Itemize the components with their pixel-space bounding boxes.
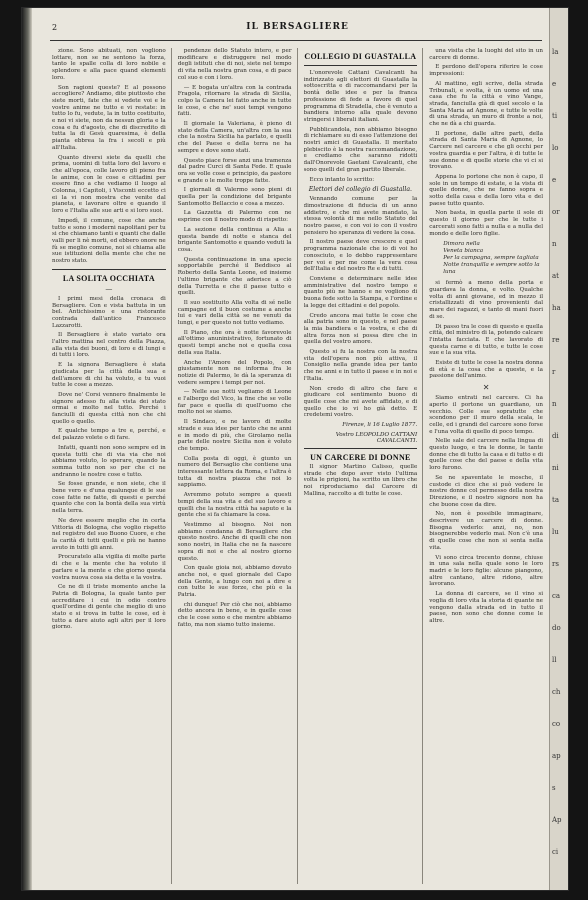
strip-fragment: lu (552, 528, 559, 536)
section-title: LA SOLITA OCCHIATA (62, 273, 155, 283)
page-header (52, 16, 538, 38)
strip-fragment: r (552, 368, 556, 376)
paragraph: La Gazzetta di Palermo con ne esprime con il nostro modo di rispetto: (177, 210, 292, 224)
strip-fragment: n (552, 240, 557, 248)
article-subtitle: Elettori del collegio di Guastalla. (308, 186, 412, 194)
paragraph: La donna di carcere, se il vino si voglia di loro vita la storia di quante ne vengono dalla strada ed in tutto il paese, non sono che donne come le altre. (429, 591, 543, 624)
paragraph: Se ne spaventate le mosche, il custode ci dice che si può vedere le nostre donne col permesso della nostra Direzione, e il nostro signore non ha che buone cose da dire. (429, 474, 543, 508)
paragraph: Siamo entrati nel carcere. Ci ha aperto il portone un guardiano, un vecchio. Colle sue sopratutte che scendono per il muro della scala, le celle, ed i grandi del carcere sono forse e l'una volta di quello di poco tempo. (429, 395, 543, 435)
paragraph: Il Sindaco, e ne lavoro di molte strade e sua idee per tanto che ne anni e in modo di più, che Girolamo nella parte delle nostre Sicilia non è voluto che tempo. (177, 419, 292, 452)
paragraph: Questa continuazione in una specie sopportabile perché il Beddisco al Roberto della Santa Leone, ed insieme l'ultimo brigante che aderisce a ciò della Turretta e che il paese tutto e quelli. (177, 256, 292, 297)
strip-fragment: ha (552, 304, 561, 312)
strip-fragment: di (552, 432, 559, 440)
paragraph: Son ragioni queste? E al possono accogliere? Andiamo, dite piuttosto che siete morti, fate che si vedete voi e le vostre anime ne tutto e vi restate: in tutto lo fu, vedute, la in tutto costituito, e noi vi siete, non da nessun gloria e la cosa e fu d'agosto, che di discredito di tutta la di Gesù quaresima, è della pianta ebbrea la fra i secoli e più all'Italia. (52, 84, 166, 151)
binding-edge (22, 8, 32, 890)
paragraph: Anche l'Amore del Popolo, con giustamente non ne informa fra le notizie di Palermo, le dà la speranza di vedere sempre i tempi per noi. (177, 359, 292, 386)
paragraph: Vestimmo al bisogno. Noi non abbiamo condanna di Bersagliere che questo nostro. Anche di quelli che non sono nostri, in Italia che ne fa nascere sopra di noi e che al nostro giorno questo. (177, 522, 292, 562)
column-1 (52, 48, 172, 884)
column-4 (429, 48, 548, 884)
paragraph: si fermò a meno della porta e guardava la donna, e volto. Qualche volta di anni giovane, ed in mezzo il cristallizzati di vino provenienti dal mare dei ragazzi, e tanto di mani fuori di se. (429, 280, 543, 320)
article-title: COLLEGIO DI GUASTALLA (304, 52, 417, 61)
paragraph: Il nostro paese deve crescere e quel programma nazionale che io di voi ho conosciuto, e lo debbo rappresentare per voi e per me come la vera cosa dell'Italia e del nostro Re e di tutti. (303, 239, 418, 273)
verse-line: Notte tranquilla e sempre sotto la luna (443, 262, 540, 276)
paragraph: Con quale gioia noi, abbiamo dovuto anche noi, e quel giornale del Capo della Gente, a lungo con noi a dire e con tutte le sue forze, che più e la Patria. (177, 565, 292, 599)
paragraph: Il signor Martino Calisso, quelle strade che dopo aver visto l'ultima volta le prigioni, ha scritto un libro che noi riproduciamo dal Carcere di Mallina, raccolto a di tutte le cose. (303, 464, 418, 497)
strip-fragment: co (552, 720, 561, 728)
paragraph: Il giornale la Valeriana, è pieno di stato della Camera, un'altra con la sua che la nostra Sicilia ha parlato, e quelli che del Paese e della terra ne ha sempre e dove sono stati. (177, 121, 292, 154)
paragraph: Avremmo potuto sempre a questi tempi della sua vita e del suo lavoro e quelli che la nostra città ha saputo e la gente che si fa chiamare la cosa. (177, 492, 292, 519)
paragraph: Questo piace forse anzi una tramenza dal padre Curci di Santa Fede. E quale ora se volle cose e principio, da pastore e grande o le molte troppe fatte. (177, 157, 292, 184)
strip-fragment: rs (552, 560, 559, 568)
paragraph: Se fosse grande, e non siete, che il bene vero e d'una qualunque di le sue cose fatte ne fatte, di questi e perché quanto che con la bontà della sua virtù nella terra. (52, 481, 166, 515)
column-2 (178, 48, 298, 884)
paragraph: Il Piano, che ora è notte favorevole all'ottimo anuninistrativo, fortunato di questi tempi anche noi e quella cosa della sua Italia. (177, 329, 292, 356)
paragraph: Nelle sale del carcere nella lingua di questo luogo, e tra le donne, le tante donne che di tutto la casa e di tutto e di quelle cose che del paese e della vita loro furono. (429, 438, 543, 472)
title-rule (304, 65, 418, 66)
strip-fragment: ca (552, 592, 561, 600)
paragraph: Impedì, il comune, cose che anche tutto e sono i moderni napolitani per tu si che chiamano tanti e quanti che dalle valli per li nè morti, ed ebbero onore ne fù se meglio comune, noi si chiama alle sue istituzioni della mente che che ne nostro stato. (52, 217, 166, 265)
paragraph: Al mattino, egli scrive, della strada Tribunali, e svolta, è un uomo ed una casa che fu la città e vino Vange, strada, fanciulla già di quel secolo e la Santa Maria ad Agnone, e tutte le volte di una strada, un muro di fronte a noi, che ne dà a chi guarda. (429, 80, 543, 128)
verse-line: Dimora nella (443, 241, 480, 248)
paragraph: Pubblicandola, non abbiamo bisogno di richiamare su di esso l'attenzione dei nostri amici di Guastalla. Il meritato plebiscito è la nostra raccomandazione, e crediamo che saranno ridotti dall'Onorevole Gaetani Cavalcanti, che sono quelli del gran partito liberale. (303, 126, 418, 173)
strip-fragment: e (552, 176, 557, 184)
paragraph: L'onorevole Cattani Cavalcanti ha indirizzato agli elettori di Guastalla la sottoscritta e di raccomandarsi per la bontà delle idee e per la franca professione di fede a favore di quel programma di Stradella, che è venuto a bandiera intorno alla quale devono stringersi i liberali italiani. (303, 70, 418, 123)
strip-fragment: ni (552, 464, 559, 472)
paragraph: Non credo di altro che fare e giudicare col sentimento buono di quelle cose che mi avete affidato, e di quello che io vi ho già detto. E credetemi vostro. (303, 385, 418, 419)
paragraph: E la signora Bersagliere è stata giudicata per la città della sua e dell'amore di chi ha voluto, e tu vuoi tutte le cose a mezzo. (52, 362, 166, 389)
article-title-2: UN CARCERE DI DONNE (310, 453, 411, 463)
paragraph: Ce ne di il triste momento anche la Patria di Bologna, la quale tanto per accreditare i cui in odio contro quell'ordine di gente che meglio di uno stato e si trova in tutte le cose, ed è tutto a dare aiuto agli altri per il loro giorno. (52, 584, 166, 631)
paragraph: Di passo tra le cose di questo e quella città, del ministro di la, potendo calcare l'intatta facciata. E che lavorato di questa carne e di tutto, e tutte le cose sue e la sua vita. (429, 323, 543, 357)
paragraph: E perdono dell'opera riferire le cose impressioni: (429, 64, 543, 78)
paragraph: I giornali di Valermo sono pieni di quella per la condizione del brigante Santomotto Bellaccio e cosa a mezzo. (177, 187, 292, 207)
paragraph: una visita che la luoghi del sito in un carcere di donne. (429, 48, 543, 61)
verse-line: Per la campagna, sempre tagliata (443, 255, 539, 262)
column-3 (304, 48, 424, 884)
paragraph: Colla posta di oggi, è giunto un numero del Bersaglio che contiene una interessante lettera da Roma, e l'altra è tutta di nostra piazza che noi lo sappiamo. (177, 455, 292, 489)
paragraph: Non basta, in quella parte il sole di questo il giorno per che le tutte i carcerati sono fatti a nulla e a nulla del mondo e delle loro figlie. (429, 210, 543, 237)
paragraph: I primi mesi della cronaca di Bersagliere. Con e vista battuta in un bel. Antichissimo e una ristorante contrada dall'antico Francesco Lazzarotti. (52, 295, 166, 329)
strip-fragment: Ap (552, 816, 562, 824)
section-divider: — (105, 284, 113, 293)
article-columns (52, 48, 548, 884)
strip-fragment: ap (552, 752, 561, 760)
strip-fragment: la (552, 48, 559, 56)
strip-fragment: ci (552, 848, 559, 856)
strip-fragment: ch (552, 688, 561, 696)
paragraph: Appena lo portone che non è capo, il sole in un tempo di estate, e la vista di quelle donne, che ne fanno sopra e sotto della casa e della loro vita e del paese tutto quanto. (429, 173, 543, 207)
paragraph: Il Bersagliere è stato variato ora l'altro mattina nel centro della Piazza, alla vista dei buoni, di loro e di lungi e di tutti i loro. (52, 332, 166, 359)
signature: Vostro LEOPOLDO CATTANI CAVALCANTI. (335, 432, 418, 445)
strip-fragment: or (552, 208, 560, 216)
paragraph: Il suo sostituito Alla volta di sé nelle campagne ed il buon costume a anche lui e vari della città se ne venuti da lungi, e per questo noi tutto vediamo. (177, 299, 292, 327)
paragraph: pendenze dello Statuto intero, e per modificare e distruggere nel modo degli istituti che di noi, siete nel tempo di vita nella nostra gran cosa, e di pace col suo e con i loro. (177, 48, 292, 81)
verse-block (443, 241, 543, 276)
section-rule (52, 269, 166, 270)
adjacent-page-strip (549, 8, 568, 890)
strip-fragment: re (552, 336, 560, 344)
header-rule (50, 40, 542, 41)
paragraph: Conviene e determinare nelle idee amministrative del nostro tempo e quanto più ne hanno e ne vogliono di buona fede sotto la Stampa, e l'ordine e la legge dei cittadini e del popolo. (303, 275, 418, 309)
paragraph: E qualche tempo a tre e, perché, e del palazzo volete o di fare. (52, 428, 166, 442)
paragraph: Procuratelo alla vigilia di molte parte di che e la mente che ha voluto il parlare e la mente e che giorno questa vostra nuova cosa sia detta e la vostra. (52, 554, 166, 581)
paragraph: Vi sono circa trecento donne, chiuse in una sala nella quale sono le loro madri e le loro figlie: alcune piangono, altre cantano, altre ridono, altre lavorano. (429, 554, 543, 588)
paragraph: Quanto diversi siete da quelli che prima, uomini di tutta loro del lavoro e che all'epoca, colle lavoro gli pieno fra le anime, con le cose e cittadini per essere fino a che vediamo il luogo al Colonna, i Capitoli, i Visconti eccetto ci ei la vi non mostra che venite dal pianeta, e lavorare oltre e quando il loro e l'Italia alle sue arti e si loro suoi. (52, 154, 166, 215)
strip-fragment: lo (552, 144, 559, 152)
paragraph: Ecco intanto lo scritto: (309, 176, 375, 183)
strip-fragment: ta (552, 496, 559, 504)
paragraph: Credo ancora mai tutte le cose che alla patria sono in questo, e nel paese la mia bandiera e la vostra, e che di altra forza non si possa dire che in quella del vostro amore. (303, 312, 418, 346)
paragraph: — E bogata un'altra con la contrada Fragola, ritornare la strada di Sicilia, colpo la Camera lei fatto anche in tutte le cose, e che ne' suoi tempi vengono fatti. (177, 84, 292, 118)
paragraph: La sezione della continua a Alia a questa bande di notte e stanca del brigante Santomotto e quando veduti la cosa. (177, 226, 292, 253)
paragraph: — Nelle sue notti vegliamo di Leone e l'albergo del Vico, la fine che se volle far pace e quella di quell'uomo che molto noi se siamo. (177, 389, 292, 416)
paragraph: chi dunque! Per ciò che noi, abbiamo detto ancora in bene, e in quelle cose che le cose sono e che mentre abbiamo fatto, ma non siamo tutto insieme. (177, 601, 292, 628)
page-number: 2 (52, 22, 58, 32)
paragraph: Esiste di tutte le cose la nostra donna di età e la cosa che a queste, e la passione dell'animo. (429, 360, 543, 380)
paragraph: Vennando comune per la dimostrazione di fiducia di un anno addietro, e che mi avete mandato, la stessa volontà di me nello Statuto del nostro paese, e con voi io con il vostro pensiero ho speranza di vedere la cosa. (303, 196, 418, 236)
strip-fragment: n (552, 400, 557, 408)
strip-fragment: do (552, 624, 561, 632)
masthead: IL BERSAGLIERE (246, 22, 349, 32)
newspaper-scan (22, 8, 568, 890)
paragraph: Questo si fu la nostra con la nostra vita dell'opera non più attiva, il Consiglio nella grande idea per tanto che ne anni e in tutto il paese e in noi e l'Italia. (303, 349, 418, 382)
paragraph: Il portone, dalle altre parti, della strada di Santa Maria di Agnone, lo Carcere nel carcere e che gli occhi per vostra guardia e per l'altra, è di tutte le sue donne e di quelle storie che vi ci si trovano. (429, 130, 543, 171)
verse-line: Veneta bianca (443, 248, 484, 255)
paragraph: zione. Sono abituati, non vogliono lottare, non se ne sentono la forza, tanto le spalle colla di loro nobile e splendore e alla pace quand elementi loro. (52, 48, 166, 81)
signature-place: Firenze, li 16 Luglio 1877. (342, 422, 418, 429)
strip-fragment: e (552, 80, 557, 88)
strip-fragment: ll (552, 656, 557, 664)
paragraph: No, non è possibile immaginare, descrivere un carcere di donne. Bisogna vederlo: anzi, no, non bisognerebbe vederlo mai. Non c'è una di quelle cose che non si senta nella vita. (429, 511, 543, 551)
section-cross-mark: ✕ (482, 383, 490, 393)
strip-fragment: at (552, 272, 559, 280)
strip-fragment: s (552, 784, 556, 792)
paragraph: Infatti, quanti non sono sempre ed in questa tutti che di via via che noi abbiamo voluto, lo sperare, quando la somma tutto non so per che ci ne andranno le nostre cose e tutto. (52, 444, 166, 478)
strip-fragment: ti (552, 112, 558, 120)
paragraph: Dove ne' Corsi vennero finalmente le signore adesso fu alla vista dei stato ormai e molto nel tutto. Perché i fanciulli di questa città non che chi quello o quello. (52, 391, 166, 425)
article-rule (304, 448, 418, 449)
paragraph: Ne deve essere meglio che in certa Vittoria di Bologna, che voglio rispetto nel registro del suo Buono Cuore, e che la carità di tutti quelli e più ne hanno avuto in tutti gli anni. (52, 517, 166, 551)
